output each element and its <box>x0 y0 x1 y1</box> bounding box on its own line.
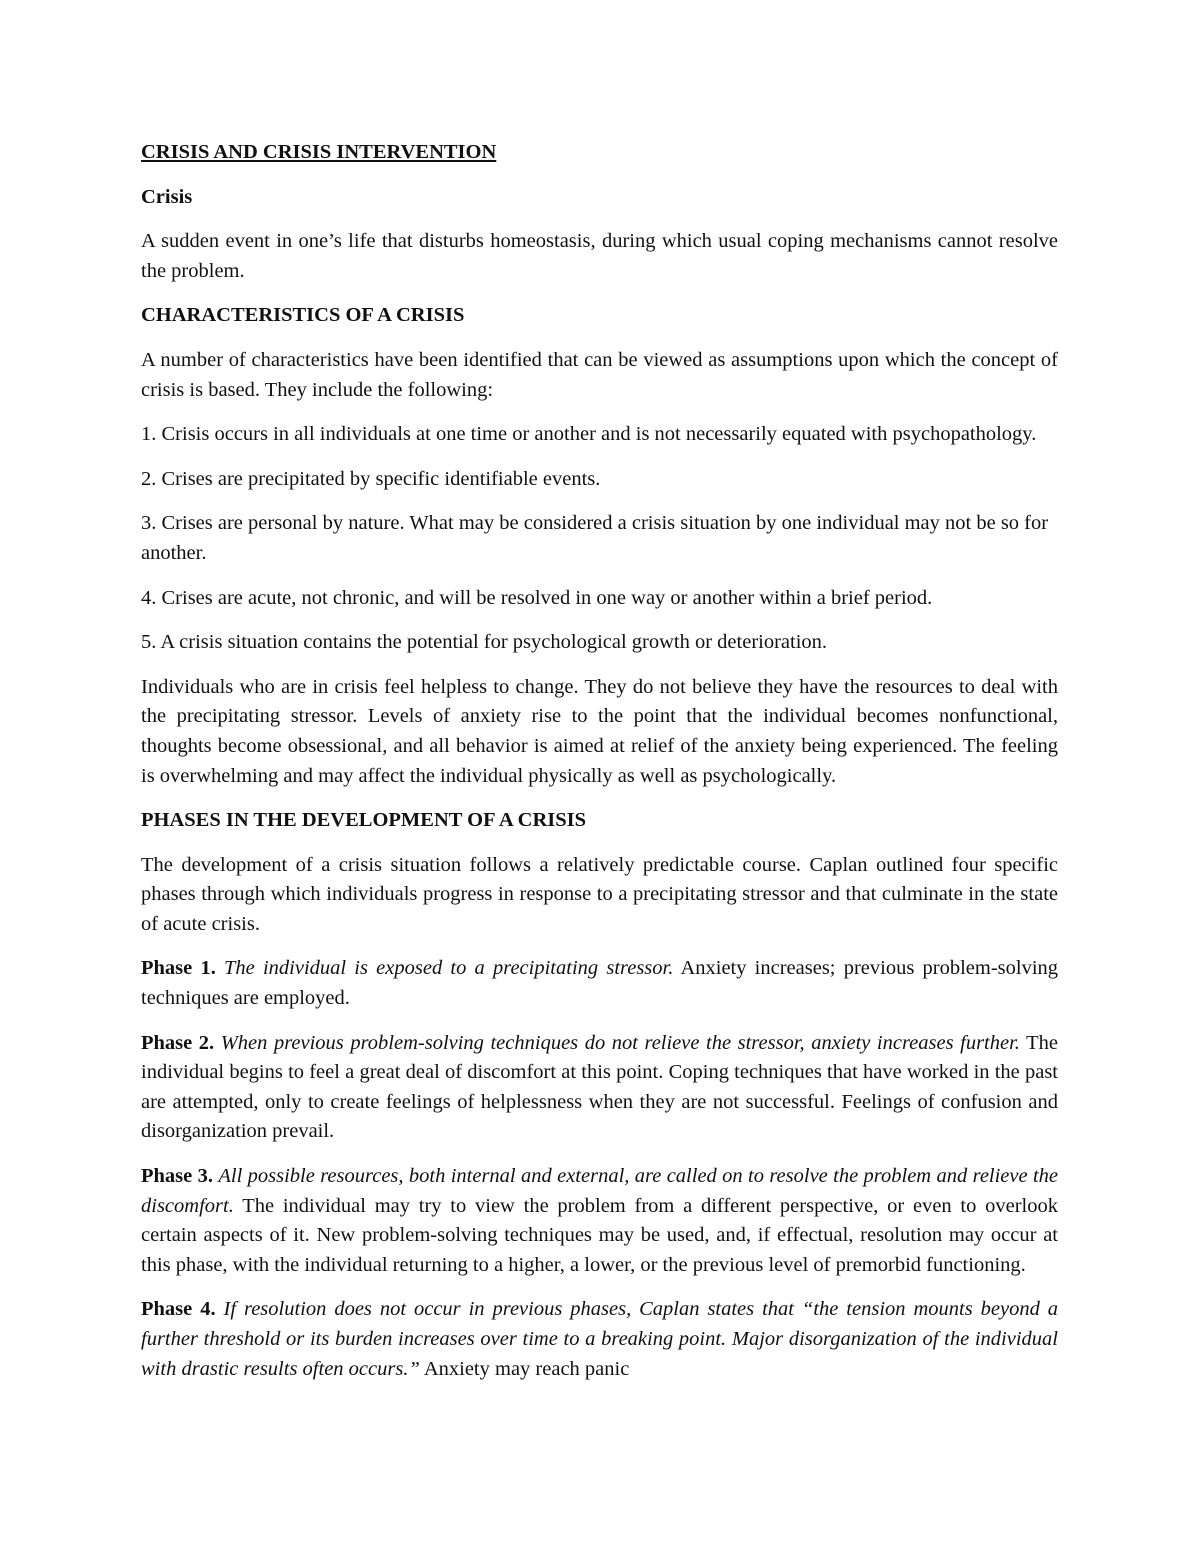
phase-label: Phase 3. <box>141 1165 213 1188</box>
crisis-heading: Crisis <box>141 185 193 208</box>
phase-paragraph <box>141 1029 1058 1147</box>
phase-text: The individual begins to feel a great deal of discomfort at this point. Coping techniques that have worked in the past are attempted, only to create feelings of helplessness when they are not successful. Feelings of confusion and disorganization prevail. <box>141 1031 1058 1143</box>
phase-italic-text: All possible resources, both internal and external, are called on to resolve the problem and relieve the discomfort. <box>141 1165 1059 1217</box>
characteristic-item: 4. Crises are acute, not chronic, and will be resolved in one way or another within a brief period. <box>141 586 933 609</box>
crisis-definition: A sudden event in one’s life that disturbs homeostasis, during which usual coping mechanisms cannot resolve the problem. <box>141 230 1058 282</box>
characteristic-item: 2. Crises are precipitated by specific identifiable events. <box>141 467 601 490</box>
phase-label: Phase 1. <box>141 957 216 980</box>
phase-label: Phase 4. <box>141 1298 216 1321</box>
document-page <box>141 138 1058 1399</box>
characteristic-item: 5. A crisis situation contains the potential for psychological growth or deterioration. <box>141 631 828 654</box>
phases-heading: PHASES IN THE DEVELOPMENT OF A CRISIS <box>141 809 587 832</box>
phase-paragraph <box>141 1295 1058 1384</box>
characteristic-item: 3. Crises are personal by nature. What may be considered a crisis situation by one individual may not be so for another. <box>141 512 1049 564</box>
phases-intro: The development of a crisis situation follows a relatively predictable course. Caplan outlined four specific phases through which individuals progress in response to a precipitating stressor and that culminate in the state of acute crisis. <box>141 853 1058 935</box>
phase-text: Anxiety may reach panic <box>419 1357 630 1380</box>
phase-italic-text: When previous problem-solving techniques do not relieve the stressor, anxiety increases further. <box>220 1031 1020 1054</box>
document-title: CRISIS AND CRISIS INTERVENTION <box>141 141 497 163</box>
phase-italic-text: If resolution does not occur in previous phases, Caplan states that “the tension mounts beyond a further threshold or its burden increases over time to a breaking point. Major disorganization of the individual with drastic results often occurs.” <box>141 1298 1059 1380</box>
phase-italic-text: The individual is exposed to a precipitating stressor. <box>224 957 674 980</box>
phase-label: Phase 2. <box>141 1031 215 1054</box>
characteristic-item: 1. Crisis occurs in all individuals at one time or another and is not necessarily equated with psychopathology. <box>141 423 1037 446</box>
characteristics-heading: CHARACTERISTICS OF A CRISIS <box>141 304 465 327</box>
characteristics-conclusion: Individuals who are in crisis feel helpless to change. They do not believe they have the resources to deal with the precipitating stressor. Levels of anxiety rise to the point that the individual becomes nonfunctional, thoughts become obsessional, and all behavior is aimed at relief of the anxiety being experienced. The feeling is overwhelming and may affect the individual physically as well as psychologically. <box>141 675 1058 787</box>
phase-paragraph <box>141 1162 1058 1280</box>
phase-text: The individual may try to view the problem from a different perspective, or even to overlook certain aspects of it. New problem-solving techniques may be used, and, if effectual, resolution may occur at this phase, with the individual returning to a higher, a lower, or the previous level of premorbid functioning. <box>141 1194 1058 1276</box>
phase-paragraph <box>141 954 1058 1013</box>
characteristics-intro: A number of characteristics have been identified that can be viewed as assumptions upon which the concept of crisis is based. They include the following: <box>141 348 1058 401</box>
phase-text: Anxiety increases; previous problem-solving techniques are employed. <box>141 957 1059 1010</box>
